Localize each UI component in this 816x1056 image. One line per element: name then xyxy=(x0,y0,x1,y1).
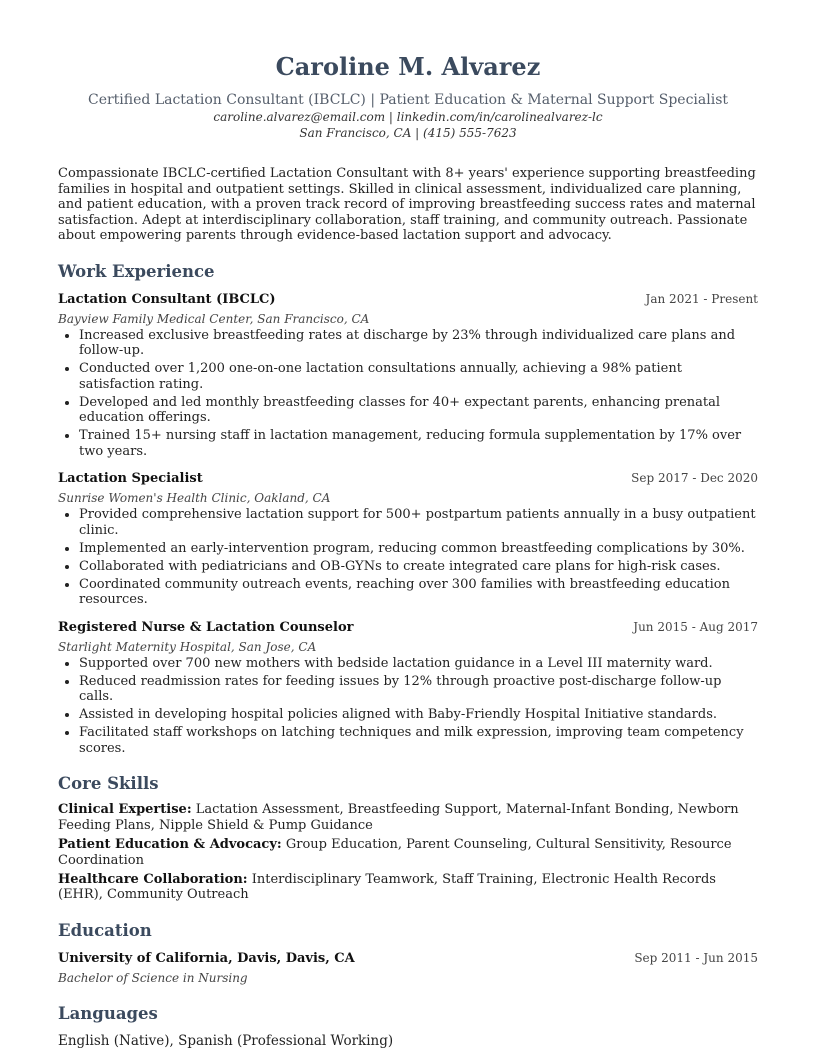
skill-items: Interdisciplinary Teamwork, Staff Training, Electronic Health Records (EHR), Community Outreach xyxy=(58,871,716,903)
job-bullet: • Implemented an early-intervention program, reducing common breastfeeding complications by 30%. xyxy=(79,541,758,557)
skill-category: Clinical Expertise: xyxy=(58,802,192,818)
job-dates: Jun 2015 - Aug 2017 xyxy=(633,619,758,634)
job-bullet-list xyxy=(58,507,758,608)
job-title: Lactation Specialist xyxy=(58,471,203,487)
job-bullet: • Assisted in developing hospital policies aligned with Baby-Friendly Hospital Initiative standards. xyxy=(79,707,758,723)
job-bullet: • Provided comprehensive lactation support for 500+ postpartum patients annually in a busy outpatient clinic. xyxy=(79,507,758,538)
skill-row xyxy=(58,872,758,903)
job-bullet: • Collaborated with pediatricians and OB-GYNs to create integrated care plans for high-risk cases. xyxy=(79,559,758,575)
section-title-work-experience: Work Experience xyxy=(58,261,215,281)
job-title: Registered Nurse & Lactation Counselor xyxy=(58,619,354,635)
job-dates: Jan 2021 - Present xyxy=(645,291,758,306)
job-organization: Bayview Family Medical Center, San Francisco, CA xyxy=(58,311,370,326)
job-bullet: • Developed and led monthly breastfeeding classes for 40+ expectant parents, enhancing prenatal education offerings. xyxy=(79,395,758,426)
section-title-education: Education xyxy=(58,921,152,941)
skill-items: Group Education, Parent Counseling, Cultural Sensitivity, Resource Coordination xyxy=(58,837,732,868)
job-entry xyxy=(58,290,758,460)
professional-tagline: Certified Lactation Consultant (IBCLC) | Patient Education & Maternal Support Specialist xyxy=(87,92,728,108)
job-bullet: • Reduced readmission rates for feeding issues by 12% through proactive post-discharge follow-up calls. xyxy=(79,674,758,705)
school-name: University of California, Davis, Davis, CA xyxy=(58,951,355,967)
job-entry xyxy=(58,618,758,757)
skill-category: Patient Education & Advocacy: xyxy=(58,837,282,853)
job-bullet: • Trained 15+ nursing staff in lactation management, reducing formula supplementation by 17% over two years. xyxy=(79,428,758,459)
skill-items: Lactation Assessment, Breastfeeding Support, Maternal-Infant Bonding, Newborn Feeding Plans, Nipple Shield & Pump Guidance xyxy=(58,802,739,834)
candidate-name: Caroline M. Alvarez xyxy=(275,52,541,81)
job-bullet: • Conducted over 1,200 one-on-one lactation consultations annually, achieving a 98% patient satisfaction rating. xyxy=(79,361,758,392)
section-title-core-skills: Core Skills xyxy=(58,774,159,794)
job-organization: Starlight Maternity Hospital, San Jose, CA xyxy=(58,639,317,654)
job-organization: Sunrise Women's Health Clinic, Oakland, CA xyxy=(58,491,331,506)
section-title-languages: Languages xyxy=(58,1004,158,1024)
education-dates: Sep 2011 - Jun 2015 xyxy=(634,951,758,966)
job-bullet-list xyxy=(58,656,758,757)
education-entry xyxy=(58,949,758,986)
professional-summary: Compassionate IBCLC-certified Lactation Consultant with 8+ years' experience supporting breastfeeding families in hospital and outpatient settings. Skilled in clinical assessment, individualized care planning, and patient education, with a proven track record of improving breastfeeding success rates and maternal satisfaction. Adept at interdisciplinary collaboration, staff training, and community outreach. Passionate about empowering parents through evidence-based lactation support and advocacy. xyxy=(58,166,756,244)
contact-line-location-phone: San Francisco, CA | (415) 555-7623 xyxy=(299,126,517,140)
languages-list: English (Native), Spanish (Professional Working) xyxy=(58,1033,394,1050)
job-bullet: • Supported over 700 new mothers with bedside lactation guidance in a Level III maternity ward. xyxy=(79,656,758,672)
skill-category: Healthcare Collaboration: xyxy=(58,871,248,887)
skill-row xyxy=(58,802,758,833)
degree: Bachelor of Science in Nursing xyxy=(58,971,248,986)
job-bullet-list xyxy=(58,328,758,460)
skill-row xyxy=(58,837,758,868)
job-entry xyxy=(58,469,758,608)
job-bullet: • Coordinated community outreach events, reaching over 300 families with breastfeeding education resources. xyxy=(79,577,758,608)
contact-line-email-linkedin: caroline.alvarez@email.com | linkedin.com/in/carolinealvarez-lc xyxy=(213,110,603,124)
job-bullet: • Increased exclusive breastfeeding rates at discharge by 23% through individualized care plans and follow-up. xyxy=(79,328,758,359)
job-dates: Sep 2017 - Dec 2020 xyxy=(631,471,758,486)
job-title: Lactation Consultant (IBCLC) xyxy=(58,291,276,307)
job-bullet: • Facilitated staff workshops on latching techniques and milk expression, improving team competency scores. xyxy=(79,725,758,756)
